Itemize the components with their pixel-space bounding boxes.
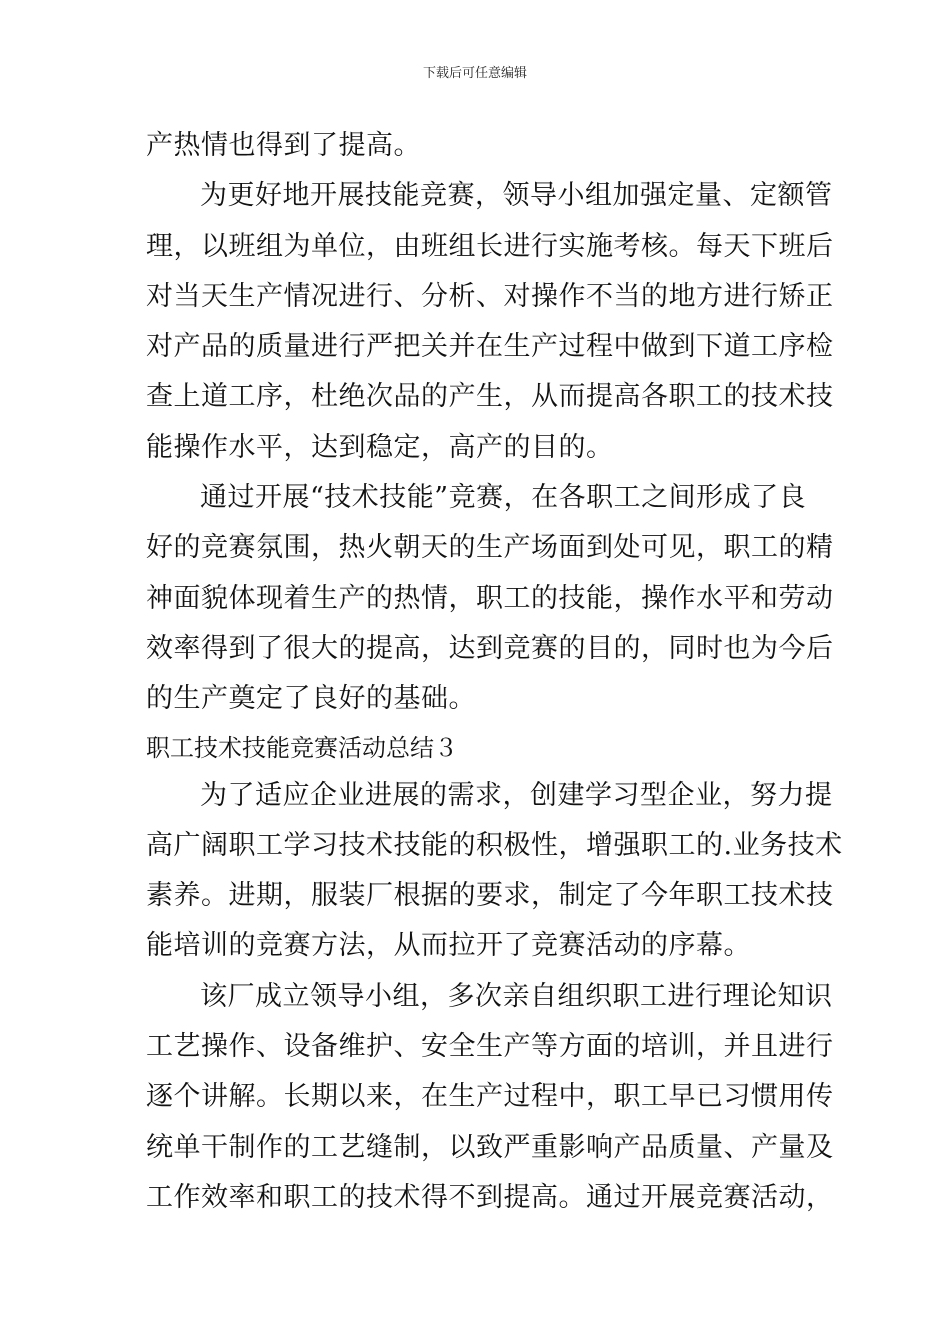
paragraph-line: 工作效率和职工的技术得不到提高。通过开展竞赛活动， xyxy=(146,1181,834,1213)
paragraph-line: 通过开展“技术技能”竞赛，在各职工之间形成了良 xyxy=(200,482,807,514)
paragraph-line: 的生产奠定了良好的基础。 xyxy=(146,683,476,715)
document-body xyxy=(146,121,843,1223)
paragraph-line: 对当天生产情况进行、分析、对操作不当的地方进行矫正 xyxy=(146,280,834,312)
paragraph-line: 神面貌体现着生产的热情，职工的技能，操作水平和劳动 xyxy=(146,582,834,614)
paragraph-line: 理，以班组为单位，由班组长进行实施考核。每天下班后 xyxy=(146,230,834,262)
paragraph-line: 逐个讲解。长期以来，在生产过程中，职工早已习惯用传 xyxy=(146,1081,834,1113)
paragraph-line: 素养。进期，服装厂根据的要求，制定了今年职工技术技 xyxy=(146,880,834,912)
paragraph-line: 查上道工序，杜绝次品的产生，从而提高各职工的技术技 xyxy=(146,381,834,413)
paragraph-line: 能操作水平，达到稳定，高产的目的。 xyxy=(146,431,614,463)
paragraph-line: 工艺操作、设备维护、安全生产等方面的培训，并且进行 xyxy=(146,1031,834,1063)
paragraph-line: 为更好地开展技能竞赛，领导小组加强定量、定额管 xyxy=(200,180,833,212)
paragraph-line: 为了适应企业进展的需求，创建学习型企业，努力提 xyxy=(200,779,833,811)
paragraph-line: 效率得到了很大的提高，达到竞赛的目的，同时也为今后 xyxy=(146,632,834,664)
paragraph-line: 统单干制作的工艺缝制，以致严重影响产品质量、产量及 xyxy=(146,1131,834,1163)
page-header: 下载后可任意编辑 xyxy=(422,66,527,81)
paragraph-line: 好的竞赛氛围，热火朝天的生产场面到处可见，职工的精 xyxy=(146,532,834,564)
paragraph-line: 高广阔职工学习技术技能的积极性，增强职工的.业务技术 xyxy=(146,829,843,861)
paragraph-line: 产热情也得到了提高。 xyxy=(146,130,421,161)
paragraph-line: 对产品的质量进行严把关并在生产过程中做到下道工序检 xyxy=(146,331,834,363)
paragraph-line: 该厂成立领导小组，多次亲自组织职工进行理论知识 xyxy=(200,980,833,1012)
section-heading: 职工技术技能竞赛活动总结３ xyxy=(146,733,458,762)
paragraph-line: 能培训的竞赛方法，从而拉开了竞赛活动的序幕。 xyxy=(146,930,751,962)
